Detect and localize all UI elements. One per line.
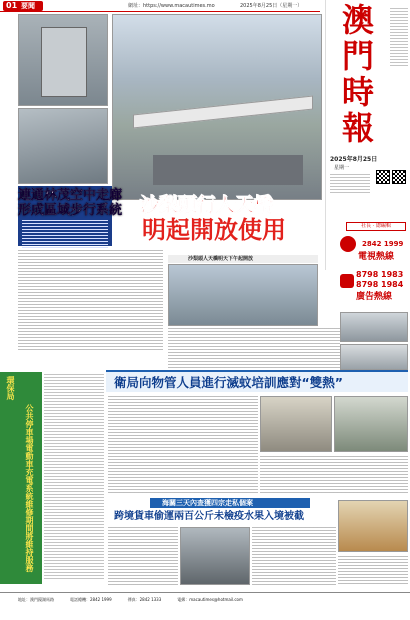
header-bar <box>0 0 320 12</box>
story3-body-text-left <box>108 527 178 585</box>
footer-fax: 傳真：2842 1333 <box>127 596 162 602</box>
lead-body-text-right <box>168 328 340 368</box>
page-number-badge <box>3 1 43 11</box>
masthead <box>325 0 410 270</box>
headline-right-line-2: 明起開放使用 <box>142 216 286 244</box>
masthead-label-box <box>346 222 406 231</box>
masthead-char-2: 門 <box>341 37 374 75</box>
sidebar-body-text <box>44 374 104 580</box>
headline-left-line-1: 連通林茂空中走廊 <box>18 188 123 203</box>
sidebar-tag: 環保局 <box>6 376 15 400</box>
stamp-badge <box>340 236 356 252</box>
story2-body-text-right <box>260 456 408 494</box>
lead-photo-walkway-2 <box>340 344 408 370</box>
story3-body-text-right <box>338 556 408 586</box>
footer-phone: 電話總機：2842 1999 <box>70 596 112 602</box>
ad-phone-1[interactable]: 8798 1983 <box>356 270 404 279</box>
lead-photo-street <box>168 264 318 326</box>
masthead-char-3: 時 <box>341 73 374 111</box>
qr-code-1[interactable] <box>376 170 390 184</box>
story3-body-text-mid <box>252 527 336 585</box>
lead-left-headline <box>18 188 138 218</box>
masthead-char-4: 報 <box>341 109 374 147</box>
lead-photo-caption: 沙梨頭人天橋明天下午起開放 <box>188 256 254 262</box>
headline-left-line-2: 形成區域步行系統 <box>18 203 123 218</box>
qr-code-2[interactable] <box>392 170 406 184</box>
header-url[interactable]: 網址：https://www.macautimes.mo <box>128 3 215 9</box>
masthead-credits <box>330 174 370 194</box>
lead-photo-bridge <box>112 14 322 200</box>
lead-left-summary <box>22 220 108 248</box>
lead-photo-walkway-1 <box>340 312 408 342</box>
masthead-date: 2025年8月25日 <box>330 156 378 163</box>
phone-icon <box>340 274 354 288</box>
lead-body-text <box>18 250 163 350</box>
ad-phones <box>340 268 410 310</box>
masthead-side-info <box>390 8 408 68</box>
masthead-label: 社長 · 總編輯 <box>361 223 391 229</box>
story2-headline: 衛局向物管人員進行滅蚊培訓應對“雙熱” <box>114 375 343 390</box>
footer-bar <box>0 592 410 606</box>
story3-kicker-box <box>150 498 310 508</box>
masthead-char-1: 澳 <box>341 1 374 39</box>
lead-right-headline <box>140 194 325 244</box>
sidebar-story <box>0 372 42 584</box>
story2-body-text <box>108 396 258 494</box>
story2-photo-2 <box>334 396 408 452</box>
header-date: 2025年8月25日（星期一） <box>240 3 303 9</box>
story3-photo-1 <box>180 527 250 585</box>
page-number: 01 <box>6 1 18 10</box>
ad-hotline-label: 廣告熱線 <box>356 292 393 302</box>
masthead-weekday: 星期一 <box>334 165 350 171</box>
story3-kicker: 海關三天內查獲四宗走私個案 <box>162 499 253 507</box>
lead-photo-caption-bar <box>168 255 318 263</box>
story2-headline-box <box>106 370 408 392</box>
sidebar-headline: 公共停車場電動車充電系統維修期間將維持服務 <box>25 404 34 572</box>
footer-email[interactable]: 電郵：macautimes@hotmail.com <box>177 596 243 602</box>
masthead-title <box>328 2 388 152</box>
ad-phone-2[interactable]: 8798 1984 <box>356 280 404 289</box>
headline-right-line-1: 沙梨頭行人天橋 <box>140 194 274 216</box>
lead-photo-elevator <box>18 14 108 106</box>
story3-headline: 跨境貨車偷運兩百公斤未檢疫水果入境被截 <box>114 511 304 522</box>
footer-address: 地址：澳門鏡湖馬路 <box>18 596 54 602</box>
story2-photo-1 <box>260 396 332 452</box>
stamp-number: 2842 1999 <box>362 240 404 248</box>
story3-photo-2 <box>338 500 408 552</box>
story3-headline-box <box>106 509 336 525</box>
section-name: 要聞 <box>21 2 35 10</box>
ad-hotline-title: 電視熱線 <box>358 252 395 262</box>
lead-photo-interior <box>18 108 108 184</box>
